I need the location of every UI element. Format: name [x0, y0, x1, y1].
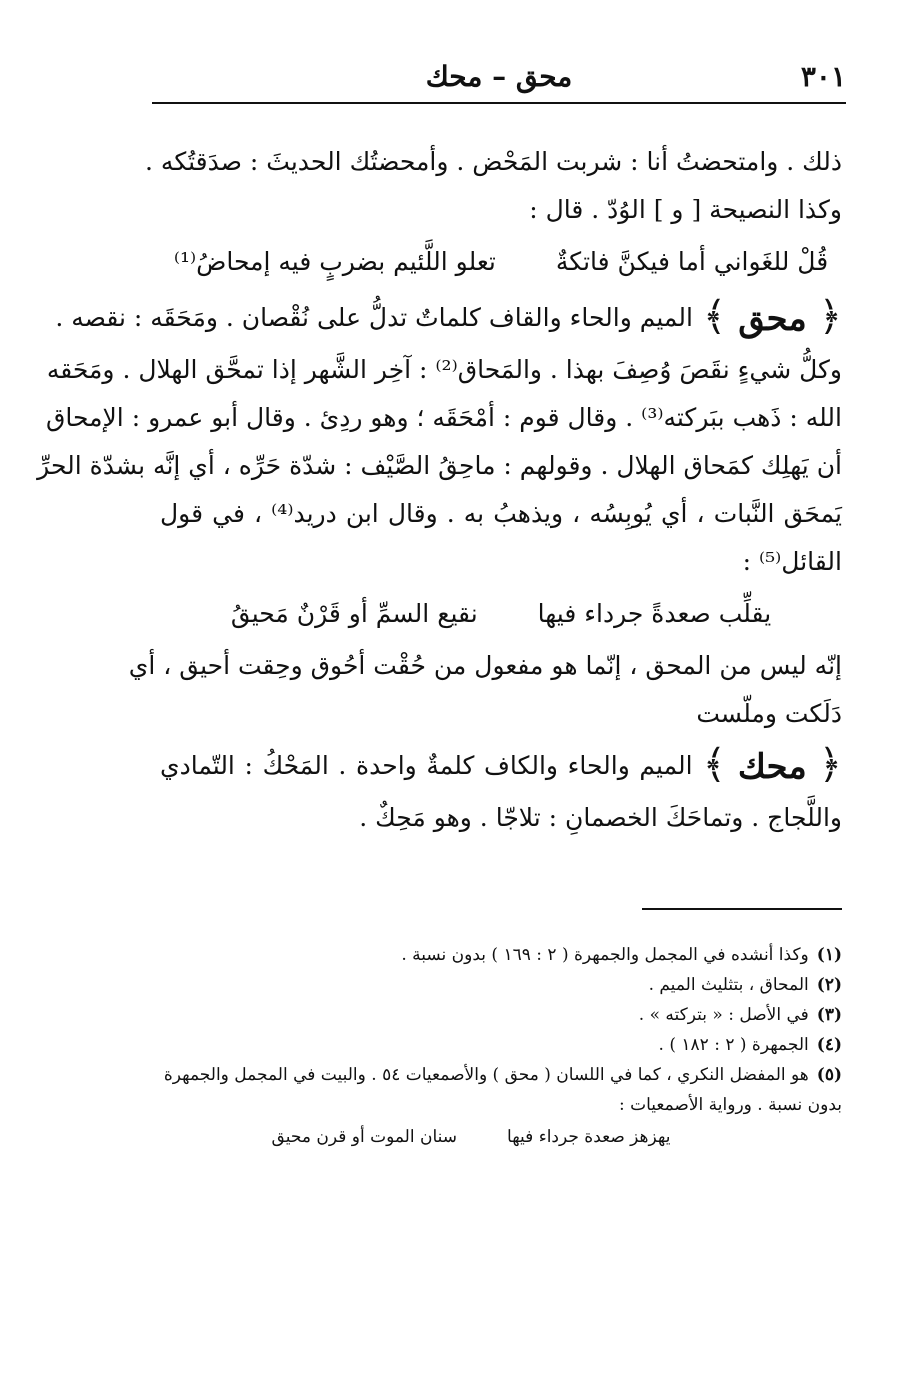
text-line: أن يَهلِك كمَحاق الهلال . وقولهم : ماحِقُ الصَّيْف : شدّة حَرِّه ، أي إنَّه بشدّة الحرِّ	[37, 451, 842, 480]
text-line: وكلُّ شيءٍ نقَصَ وُصِفَ بهذا . والمَحاق⁽²⁾ : آخِر الشَّهر إذا تمحَّق الهلال . ومَحَقه	[46, 355, 842, 384]
text-line: القائل⁽⁵⁾ :	[742, 547, 842, 576]
text-line: ذلك . وامتحضتُ أنا : شربت المَحْض . وأمحضتُك الحديثَ : صدَقتُكه .	[145, 147, 842, 176]
text-line: واللَّجاج . وتماحَكَ الخصمانِ : تلاجّا . وهو مَحِكٌ .	[359, 803, 842, 832]
dictionary-entry	[55, 290, 842, 346]
text-line: إنّه ليس من المحق ، إنّما هو مفعول من حُقْت أحُوق وحِقت أحيق ، أي	[128, 651, 842, 680]
running-title: محق – محك	[425, 60, 573, 93]
footnote: (٥)هو المفضل النكري ، كما في اللسان ( محق ) والأصمعيات ٥٤ . والبيت في المجمل والجمهرة	[163, 1065, 842, 1085]
page-header	[152, 52, 846, 100]
verse-second-hemistich: سنان الموت أو قرن محيق	[271, 1127, 458, 1147]
footnote-verse	[160, 1120, 842, 1154]
text-line: يَمحَق النَّبات ، أي يُوبِسُه ، ويذهبُ به . وقال ابن دريد⁽⁴⁾ ، في قول	[160, 499, 842, 528]
footnote-rule	[642, 908, 842, 910]
poetry-verse	[160, 586, 842, 642]
entry-definition: الميم والحاء والكاف كلمةٌ واحدة . المَحْكُ : التّمادي	[160, 751, 693, 780]
footnote: (٤)الجمهرة ( ٢ : ١٨٢ ) .	[658, 1035, 842, 1055]
verse-first-hemistich: قُلْ للغَواني أما فيكنَّ فاتكةٌ	[555, 247, 829, 276]
footnote-continuation: بدون نسبة . ورواية الأصمعيات :	[618, 1095, 842, 1115]
entry-headword: ﴿ محق ﴾	[702, 294, 842, 340]
footnote: (٣)في الأصل : « بتركته » .	[638, 1005, 842, 1025]
verse-second-hemistich: تعلو اللَّئيم بضربٍ فيه إمحاضُ⁽¹⁾	[173, 247, 496, 276]
entry-headword: ﴿ محك ﴾	[702, 742, 842, 788]
verse-second-hemistich: نقيع السمِّ أو قَرْنٌ مَحيقُ	[230, 599, 478, 628]
text-line: الله : ذَهب ببَركته⁽³⁾ . وقال قوم : أمْحَقَه ؛ وهو ردِئ . وقال أبو عمرو : الإمحاق	[46, 403, 842, 432]
header-rule	[152, 102, 846, 104]
verse-first-hemistich: يقلِّب صعدةً جرداء فيها	[537, 599, 772, 628]
dictionary-entry	[160, 738, 842, 794]
verse-first-hemistich: يهزهز صعدة جرداء فيها	[507, 1127, 671, 1147]
main-text	[37, 138, 842, 842]
page-number: ٣٠١	[800, 60, 846, 93]
poetry-verse	[160, 234, 842, 290]
footnote: (١)وكذا أنشده في المجمل والجمهرة ( ٢ : ١٦٩ ) بدون نسبة .	[401, 945, 842, 965]
entry-definition: الميم والحاء والقاف كلماتٌ تدلُّ على نُقْصان . ومَحَقَه : نقصه .	[55, 303, 693, 332]
footnotes	[160, 940, 842, 1154]
text-line: وكذا النصيحة [ و ] الوُدّ . قال :	[529, 195, 842, 224]
footnote: (٢)المحاق ، بتثليث الميم .	[648, 975, 842, 995]
text-line: دَلَكت وملّست	[696, 699, 842, 728]
